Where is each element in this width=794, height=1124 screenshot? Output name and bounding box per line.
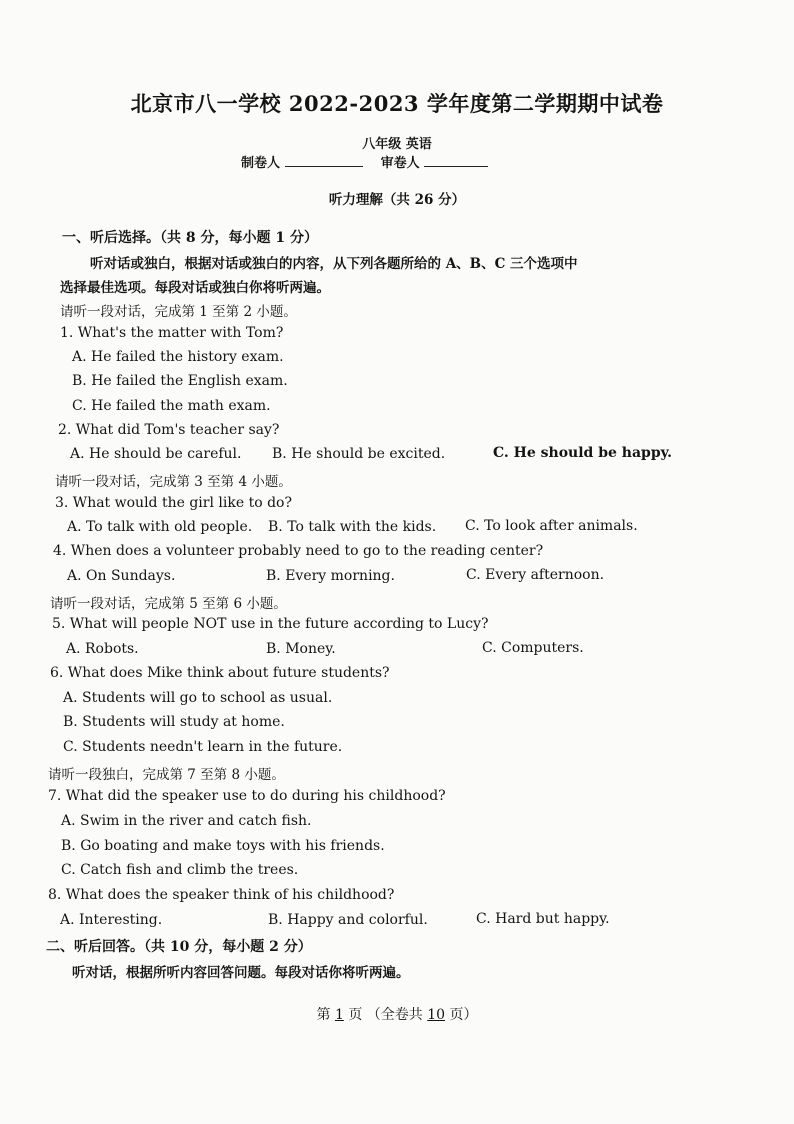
footer-mid: 页 （全卷共 [348, 1007, 423, 1023]
q7-option-c: C. Catch fish and climb the trees. [61, 862, 299, 878]
question-4: 4. When does a volunteer probably need to go to the reading center? [53, 543, 544, 559]
question-5: 5. What will people NOT use in the future according to Lucy? [52, 616, 489, 632]
q6-option-b: B. Students will study at home. [63, 714, 285, 730]
part1-instruction-line1: 听对话或独白，根据对话或独白的内容，从下列各题所给的 A、B、C 三个选项中 [90, 256, 578, 272]
q2-option-c: C. He should be happy. [493, 445, 673, 461]
maker-reviewer-line [241, 152, 488, 171]
section-note: 请听一段独白，完成第 7 至第 8 小题。 [48, 767, 285, 783]
q1-option-b: B. He failed the English exam. [72, 373, 288, 389]
q2-option-a: A. He should be careful. [70, 446, 242, 462]
q7-option-b: B. Go boating and make toys with his friends. [61, 838, 385, 854]
q6-option-a: A. Students will go to school as usual. [63, 690, 333, 706]
footer-prefix: 第 [316, 1007, 331, 1023]
q8-option-c: C. Hard but happy. [476, 911, 610, 927]
q4-option-c: C. Every afternoon. [466, 567, 605, 583]
part2-instruction: 听对话，根据所听内容回答问题。每段对话你将听两遍。 [72, 965, 410, 981]
section-note: 请听一段对话，完成第 3 至第 4 小题。 [55, 474, 292, 490]
maker-blank [285, 154, 363, 167]
q5-option-a: A. Robots. [66, 641, 139, 657]
q6-option-c: C. Students needn't learn in the future. [63, 739, 343, 755]
page-footer [0, 1004, 794, 1024]
question-7: 7. What did the speaker use to do during his childhood? [48, 788, 446, 804]
total-pages: 10 [427, 1007, 446, 1023]
q8-option-b: B. Happy and colorful. [268, 912, 428, 928]
q5-option-c: C. Computers. [482, 640, 584, 656]
reviewer-blank [424, 154, 488, 167]
page-number: 1 [334, 1007, 344, 1023]
page-title: 北京市八一学校 2022-2023 学年度第二学期期中试卷 [130, 91, 664, 116]
reviewer-label: 审卷人 [380, 156, 420, 171]
q4-option-a: A. On Sundays. [67, 568, 176, 584]
question-3: 3. What would the girl like to do? [55, 495, 292, 511]
q1-option-a: A. He failed the history exam. [72, 349, 284, 365]
section-note: 请听一段对话，完成第 5 至第 6 小题。 [50, 596, 287, 612]
q8-option-a: A. Interesting. [60, 912, 163, 928]
maker-label: 制卷人 [241, 156, 281, 171]
q3-option-a: A. To talk with old people. [67, 519, 253, 535]
question-8: 8. What does the speaker think of his childhood? [48, 887, 395, 903]
question-1: 1. What's the matter with Tom? [60, 325, 284, 341]
section-note: 请听一段对话，完成第 1 至第 2 小题。 [60, 304, 297, 320]
part2-heading: 二、听后回答。（共 10 分，每小题 2 分） [46, 939, 312, 955]
question-2: 2. What did Tom's teacher say? [58, 422, 280, 438]
part1-instruction-line2: 选择最佳选项。每段对话或独白你将听两遍。 [60, 280, 330, 296]
q7-option-a: A. Swim in the river and catch fish. [61, 813, 312, 829]
part1-heading: 一、听后选择。（共 8 分，每小题 1 分） [62, 230, 318, 246]
grade-subject: 八年级 英语 [362, 137, 432, 152]
q4-option-b: B. Every morning. [266, 568, 395, 584]
q3-option-b: B. To talk with the kids. [268, 519, 437, 535]
q3-option-c: C. To look after animals. [465, 518, 638, 534]
q1-option-c: C. He failed the math exam. [72, 398, 271, 414]
section-title: 听力理解（共 26 分） [328, 192, 466, 208]
q5-option-b: B. Money. [266, 641, 336, 657]
footer-suffix: 页） [449, 1007, 478, 1023]
q2-option-b: B. He should be excited. [272, 446, 446, 462]
question-6: 6. What does Mike think about future students? [50, 665, 390, 681]
